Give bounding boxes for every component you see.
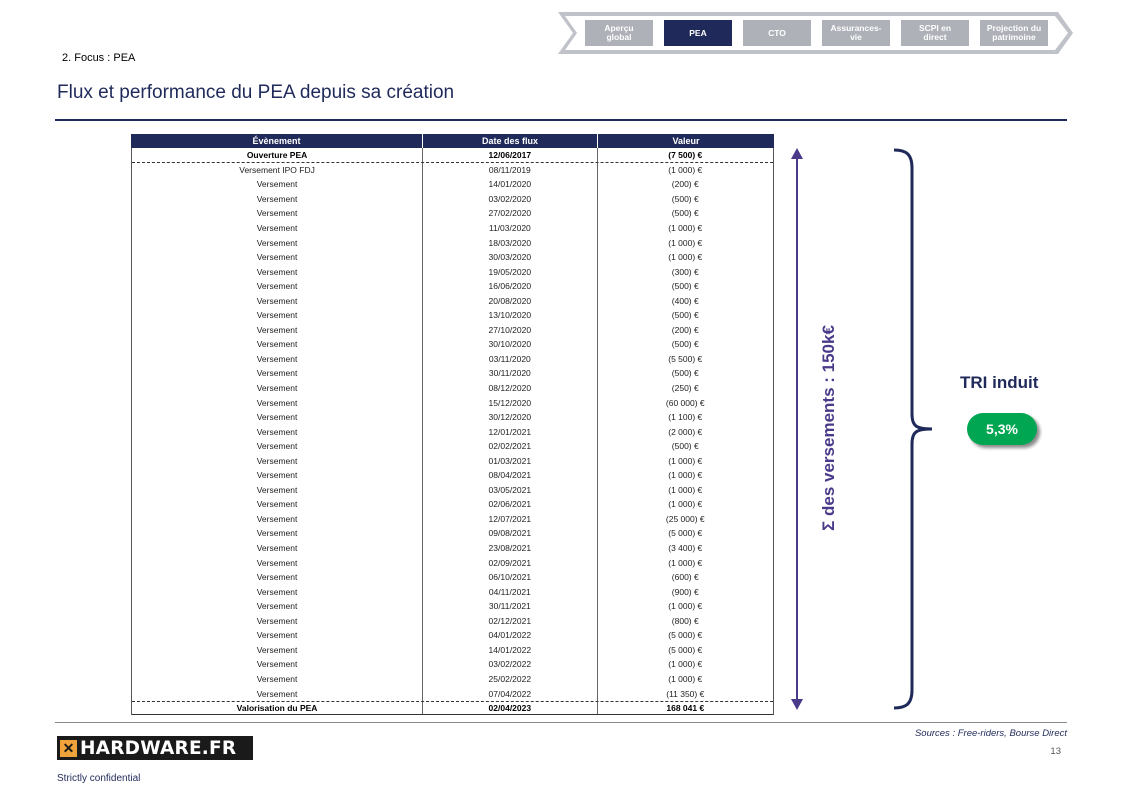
cell-event: Versement (132, 686, 423, 701)
cell-event: Versement (132, 497, 423, 512)
cell-date: 18/03/2020 (423, 235, 597, 250)
cell-event: Versement (132, 541, 423, 556)
cell-event: Versement (132, 512, 423, 527)
footer-divider (55, 722, 1067, 723)
cell-event: Versement (132, 570, 423, 585)
table-row (132, 366, 773, 381)
table-row (132, 541, 773, 556)
cell-value: (1 000) € (668, 659, 703, 670)
cell-date: 25/02/2022 (423, 672, 597, 687)
cell-value: (500) € (671, 281, 699, 292)
cell-event: Versement (132, 250, 423, 265)
table-row (132, 512, 773, 527)
cell-event: Versement IPO FDJ (132, 163, 423, 178)
cell-value: (11 350) € (666, 688, 705, 699)
cell-date: 12/06/2017 (423, 148, 597, 162)
cell-event: Versement (132, 614, 423, 629)
cell-date: 04/11/2021 (423, 584, 597, 599)
cell-date: 03/11/2020 (423, 352, 597, 367)
header-event: Évènement (131, 134, 423, 148)
table-row (132, 177, 773, 192)
cell-value: (5 000) € (668, 528, 703, 539)
page-number: 13 (1050, 746, 1061, 757)
cell-date: 16/06/2020 (423, 279, 597, 294)
cell-date: 03/02/2020 (423, 192, 597, 207)
section-navigation (558, 12, 1073, 54)
cell-date: 27/02/2020 (423, 206, 597, 221)
cell-event: Ouverture PEA (132, 148, 423, 162)
cell-event: Versement (132, 323, 423, 338)
table-row (132, 701, 773, 716)
header-value: Valeur (672, 136, 700, 146)
table-body (131, 148, 774, 715)
cell-event: Versement (132, 657, 423, 672)
table-row (132, 526, 773, 541)
table-row (132, 250, 773, 265)
cell-date: 02/09/2021 (423, 555, 597, 570)
cell-value: (500) € (671, 208, 699, 219)
cell-date: 27/10/2020 (423, 323, 597, 338)
cell-event: Versement (132, 584, 423, 599)
table-row (132, 308, 773, 323)
cell-date: 09/08/2021 (423, 526, 597, 541)
cell-date: 19/05/2020 (423, 264, 597, 279)
cell-date: 30/03/2020 (423, 250, 597, 265)
cell-value: (1 000) € (668, 164, 703, 175)
table-row (132, 628, 773, 643)
table-row (132, 206, 773, 221)
sum-versements-label: Σ des versements : 150k€ (819, 325, 838, 531)
cell-date: 08/12/2020 (423, 381, 597, 396)
cell-event: Versement (132, 483, 423, 498)
table-row (132, 221, 773, 236)
cell-event: Versement (132, 279, 423, 294)
cell-event: Versement (132, 628, 423, 643)
cell-event: Versement (132, 293, 423, 308)
cell-value: (250) € (671, 383, 699, 394)
cell-date: 08/04/2021 (423, 468, 597, 483)
table-row (132, 352, 773, 367)
cell-value: (25 000) € (665, 513, 705, 524)
cell-event: Versement (132, 395, 423, 410)
cell-value: (5 000) € (668, 630, 703, 641)
cell-event: Versement (132, 337, 423, 352)
cell-value: (200) € (671, 179, 699, 190)
cell-value: (1 000) € (668, 601, 703, 612)
cell-date: 03/02/2022 (423, 657, 597, 672)
title-divider (55, 119, 1067, 121)
sources-note: Sources : Free-riders, Bourse Direct (914, 728, 1067, 739)
cell-event: Versement (132, 235, 423, 250)
cell-value: (500) € (671, 368, 699, 379)
cell-value: (3 400) € (668, 543, 703, 554)
table-row (132, 395, 773, 410)
cell-event: Versement (132, 206, 423, 221)
double-arrow-icon (786, 148, 808, 710)
table-row (132, 686, 773, 701)
cell-date: 30/11/2021 (423, 599, 597, 614)
cell-value: (7 500) € (668, 149, 703, 160)
cell-event: Versement (132, 177, 423, 192)
cell-value: (1 000) € (668, 673, 703, 684)
curly-brace-icon (892, 148, 942, 710)
cell-value: (1 000) € (668, 237, 703, 248)
header-date: Date des flux (423, 134, 598, 148)
cell-date: 30/10/2020 (423, 337, 597, 352)
cell-date: 02/06/2021 (423, 497, 597, 512)
cell-value: (5 500) € (668, 353, 703, 364)
cell-date: 03/05/2021 (423, 483, 597, 498)
cell-date: 30/11/2020 (423, 366, 597, 381)
cell-date: 02/12/2021 (423, 614, 597, 629)
cell-event: Valorisation du PEA (132, 702, 423, 715)
cell-value: (60 000) € (665, 397, 705, 408)
cell-date: 14/01/2022 (423, 643, 597, 658)
cell-value: (1 000) € (668, 470, 703, 481)
table-row (132, 497, 773, 512)
cell-date: 07/04/2022 (423, 686, 597, 701)
cell-date: 12/07/2021 (423, 512, 597, 527)
cell-event: Versement (132, 308, 423, 323)
cell-value: (1 000) € (668, 557, 703, 568)
cell-event: Versement (132, 352, 423, 367)
hardware-logo (57, 736, 253, 760)
cell-value: (900) € (671, 586, 699, 597)
cell-event: Versement (132, 192, 423, 207)
cell-value: (1 000) € (668, 499, 703, 510)
cell-date: 08/11/2019 (423, 163, 597, 178)
cell-value: (1 100) € (668, 412, 703, 423)
table-header (131, 134, 774, 148)
table-row (132, 337, 773, 352)
nav-tab-5[interactable]: Projection du patrimoine (980, 20, 1048, 46)
table-row (132, 148, 773, 163)
cell-event: Versement (132, 453, 423, 468)
cell-event: Versement (132, 643, 423, 658)
table-row (132, 599, 773, 614)
table-row (132, 235, 773, 250)
cell-value: 168 041 € (666, 703, 705, 714)
cell-event: Versement (132, 599, 423, 614)
cell-date: 15/12/2020 (423, 395, 597, 410)
table-row (132, 381, 773, 396)
cell-date: 20/08/2020 (423, 293, 597, 308)
tri-value-badge: 5,3% (967, 413, 1037, 445)
table-row (132, 323, 773, 338)
cell-value: (300) € (671, 266, 699, 277)
cell-date: 14/01/2020 (423, 177, 597, 192)
cell-event: Versement (132, 672, 423, 687)
confidential-note: Strictly confidential (57, 773, 141, 784)
table-row (132, 163, 773, 178)
cell-event: Versement (132, 366, 423, 381)
nav-tab-3[interactable]: Assurances- vie (822, 20, 890, 46)
logo-mark-icon: ✕ (60, 740, 77, 757)
cell-date: 23/08/2021 (423, 541, 597, 556)
cell-event: Versement (132, 264, 423, 279)
flows-table (131, 134, 774, 715)
cell-value: (500) € (671, 441, 699, 452)
cell-date: 04/01/2022 (423, 628, 597, 643)
cell-date: 02/04/2023 (423, 702, 597, 715)
page-title: Flux et performance du PEA depuis sa création (57, 82, 455, 103)
nav-tab-1[interactable]: PEA (664, 20, 732, 46)
cell-event: Versement (132, 555, 423, 570)
cell-value: (1 000) € (668, 223, 703, 233)
cell-date: 02/02/2021 (423, 439, 597, 454)
cell-value: (800) € (671, 615, 699, 626)
table-row (132, 453, 773, 468)
cell-event: Versement (132, 221, 423, 236)
table-row (132, 555, 773, 570)
cell-value: (500) € (671, 310, 699, 321)
cell-date: 30/12/2020 (423, 410, 597, 425)
cell-value: (600) € (671, 572, 699, 583)
nav-tab-0[interactable]: Aperçu global (585, 20, 653, 46)
table-row (132, 424, 773, 439)
nav-tab-2[interactable]: CTO (743, 20, 811, 46)
table-row (132, 614, 773, 629)
cell-value: (500) € (671, 339, 699, 350)
cell-value: (5 000) € (668, 644, 703, 655)
cell-value: (1 000) € (668, 252, 703, 263)
cell-date: 12/01/2021 (423, 424, 597, 439)
cell-date: 01/03/2021 (423, 453, 597, 468)
table-row (132, 293, 773, 308)
cell-event: Versement (132, 439, 423, 454)
cell-date: 13/10/2020 (423, 308, 597, 323)
table-row (132, 279, 773, 294)
table-row (132, 657, 773, 672)
cell-event: Versement (132, 410, 423, 425)
section-label: 2. Focus : PEA (62, 52, 136, 64)
table-row (132, 192, 773, 207)
table-row (132, 672, 773, 687)
cell-value: (1 000) € (668, 484, 703, 495)
table-row (132, 468, 773, 483)
nav-tab-4[interactable]: SCPI en direct (901, 20, 969, 46)
logo-text: HARDWARE.FR (80, 737, 237, 759)
table-row (132, 410, 773, 425)
cell-value: (2 000) € (668, 426, 703, 437)
table-row (132, 264, 773, 279)
table-row (132, 643, 773, 658)
cell-value: (200) € (671, 324, 699, 335)
tri-label: TRI induit (960, 373, 1039, 392)
table-row (132, 483, 773, 498)
table-row (132, 439, 773, 454)
table-row (132, 584, 773, 599)
cell-value: (1 000) € (668, 455, 703, 466)
cell-event: Versement (132, 526, 423, 541)
cell-event: Versement (132, 468, 423, 483)
cell-date: 11/03/2020 (423, 221, 597, 236)
cell-value: (400) € (671, 295, 699, 306)
table-row (132, 570, 773, 585)
cell-value: (500) € (671, 193, 699, 204)
cell-event: Versement (132, 424, 423, 439)
cell-date: 06/10/2021 (423, 570, 597, 585)
cell-event: Versement (132, 381, 423, 396)
